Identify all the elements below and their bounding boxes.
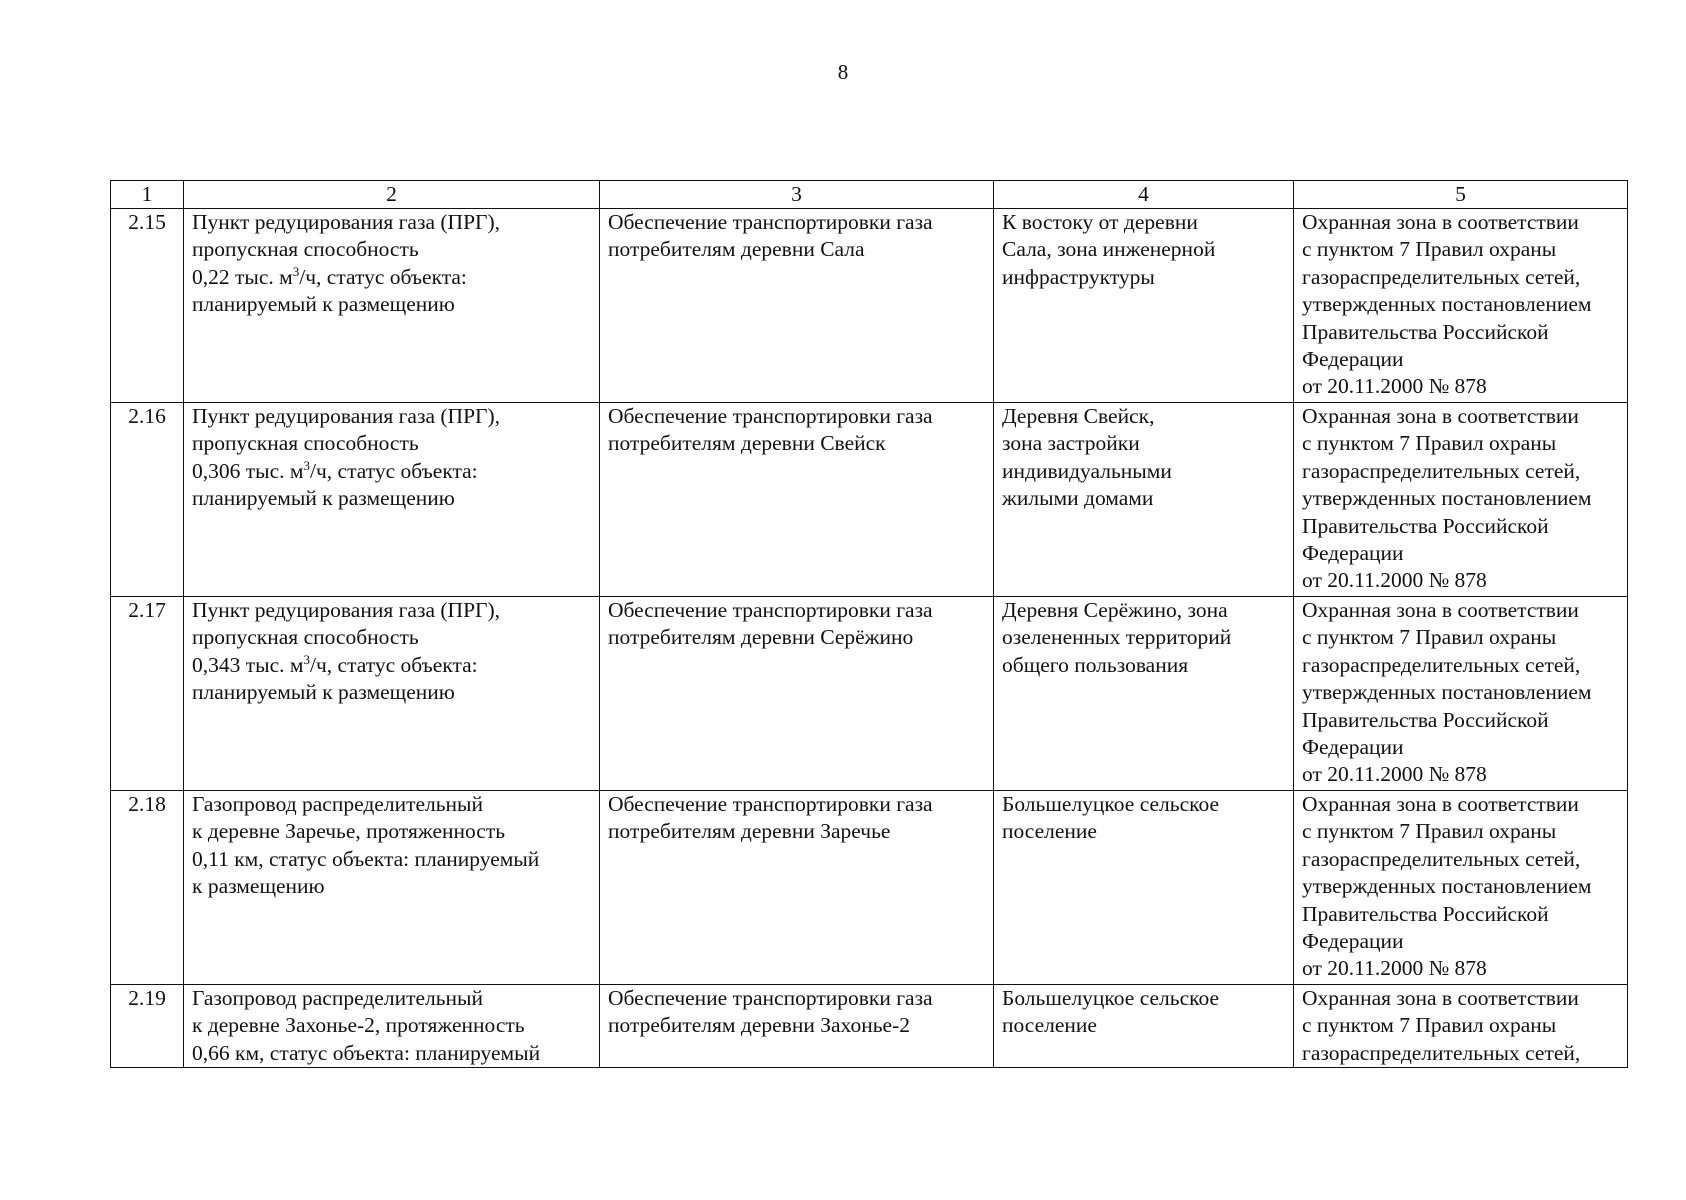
text-line: зона застройки (1002, 431, 1140, 456)
purpose-cell (600, 403, 994, 597)
text-line: жилыми домами (1002, 486, 1154, 511)
location-cell (994, 403, 1294, 597)
text-line: Обеспечение транспортировки газа (608, 404, 933, 428)
text-fragment: 0,306 тыс. м (192, 458, 304, 483)
text-line: потребителям деревни Серёжино (608, 625, 914, 650)
text-line: Федерации (1302, 347, 1404, 372)
row-number: 2.18 (111, 791, 184, 985)
zones-table (110, 180, 1628, 1068)
text-line: утвержденных постановлением (1302, 292, 1592, 317)
zone-cell (1294, 597, 1628, 791)
text-line: Охранная зона в соответствии (1302, 792, 1579, 816)
text-fragment: 0,343 тыс. м (192, 652, 304, 677)
text-line: Деревня Свейск, (1002, 404, 1155, 428)
text-line: газораспределительных сетей, (1302, 1040, 1581, 1065)
text-line: К востоку от деревни (1002, 210, 1198, 234)
text-line: пропускная способность (192, 625, 419, 650)
location-cell (994, 597, 1294, 791)
text-line: утвержденных постановлением (1302, 874, 1592, 899)
text-line: поселение (1002, 1013, 1097, 1038)
object-description-cell (184, 597, 600, 791)
text-line: от 20.11.2000 № 878 (1302, 374, 1487, 399)
text-line: Газопровод распределительный (192, 986, 484, 1010)
text-line: газораспределительных сетей, (1302, 264, 1581, 289)
table-row (111, 597, 1628, 791)
location-cell (994, 791, 1294, 985)
object-description-cell (184, 791, 600, 985)
text-line: Федерации (1302, 541, 1404, 566)
text-line: с пунктом 7 Правил охраны (1302, 431, 1557, 456)
text-line: с пунктом 7 Правил охраны (1302, 625, 1557, 650)
text-line: Охранная зона в соответствии (1302, 404, 1579, 428)
location-cell (994, 985, 1294, 1068)
text-line: Обеспечение транспортировки газа (608, 598, 933, 622)
text-line: планируемый к размещению (192, 486, 455, 511)
text-line: потребителям деревни Заречье (608, 819, 891, 844)
text-line: Правительства Российской (1302, 707, 1549, 732)
text-line: от 20.11.2000 № 878 (1302, 956, 1487, 981)
text-line: к деревне Захонье-2, протяженность (192, 1013, 525, 1038)
row-number: 2.19 (111, 985, 184, 1068)
text-line: Охранная зона в соответствии (1302, 986, 1579, 1010)
row-number: 2.15 (111, 209, 184, 403)
text-line: Правительства Российской (1302, 513, 1549, 538)
text-fragment: /ч, статус объекта: (310, 458, 478, 483)
text-line: 0,11 км, статус объекта: планируемый (192, 846, 540, 871)
text-line: Пункт редуцирования газа (ПРГ), (192, 210, 500, 234)
row-number: 2.16 (111, 403, 184, 597)
text-line: Пункт редуцирования газа (ПРГ), (192, 404, 500, 428)
table-header-row (111, 181, 1628, 209)
object-description-cell (184, 403, 600, 597)
text-line: к деревне Заречье, протяженность (192, 819, 506, 844)
text-line: газораспределительных сетей, (1302, 846, 1581, 871)
column-header-4: 4 (994, 181, 1294, 209)
row-number: 2.17 (111, 597, 184, 791)
page-number: 8 (837, 60, 849, 84)
text-line: потребителям деревни Свейск (608, 431, 886, 456)
text-line: Федерации (1302, 929, 1404, 954)
text-line: с пунктом 7 Правил охраны (1302, 819, 1557, 844)
table-row (111, 985, 1628, 1068)
table-row (111, 791, 1628, 985)
column-header-1: 1 (111, 181, 184, 209)
text-line (192, 652, 591, 679)
text-line: Обеспечение транспортировки газа (608, 792, 933, 816)
text-line: Сала, зона инженерной (1002, 237, 1216, 262)
text-line: озелененных территорий (1002, 625, 1232, 650)
text-line: Деревня Серёжино, зона (1002, 598, 1228, 622)
text-line: Правительства Российской (1302, 901, 1549, 926)
text-line: Федерации (1302, 735, 1404, 760)
object-description-cell (184, 209, 600, 403)
text-line: утвержденных постановлением (1302, 486, 1592, 511)
text-fragment: 0,22 тыс. м (192, 264, 293, 289)
text-line: Охранная зона в соответствии (1302, 210, 1579, 234)
zone-cell (1294, 985, 1628, 1068)
text-line: с пунктом 7 Правил охраны (1302, 1013, 1557, 1038)
text-line: к размещению (192, 874, 325, 899)
text-line: пропускная способность (192, 431, 419, 456)
text-line: с пунктом 7 Правил охраны (1302, 237, 1557, 262)
text-fragment: /ч, статус объекта: (299, 264, 467, 289)
zone-cell (1294, 791, 1628, 985)
zone-cell (1294, 403, 1628, 597)
text-line: Охранная зона в соответствии (1302, 598, 1579, 622)
text-line (192, 264, 591, 291)
object-description-cell (184, 985, 600, 1068)
superscript: 3 (292, 263, 300, 279)
text-line: газораспределительных сетей, (1302, 652, 1581, 677)
text-line: газораспределительных сетей, (1302, 458, 1581, 483)
purpose-cell (600, 597, 994, 791)
text-line: Обеспечение транспортировки газа (608, 210, 933, 234)
text-line (192, 458, 591, 485)
table-row (111, 209, 1628, 403)
column-header-2: 2 (184, 181, 600, 209)
text-line: Большелуцкое сельское (1002, 986, 1220, 1010)
text-line: утвержденных постановлением (1302, 680, 1592, 705)
purpose-cell (600, 985, 994, 1068)
text-line: пропускная способность (192, 237, 419, 262)
column-header-3: 3 (600, 181, 994, 209)
text-fragment: /ч, статус объекта: (310, 652, 478, 677)
text-line: планируемый к размещению (192, 680, 455, 705)
text-line: Газопровод распределительный (192, 792, 484, 816)
text-line: инфраструктуры (1002, 264, 1155, 289)
superscript: 3 (303, 651, 310, 667)
text-line: от 20.11.2000 № 878 (1302, 762, 1487, 787)
text-line: Обеспечение транспортировки газа (608, 986, 933, 1010)
text-line: Правительства Российской (1302, 319, 1549, 344)
text-line: индивидуальными (1002, 458, 1172, 483)
text-line: потребителям деревни Захонье-2 (608, 1013, 910, 1038)
location-cell (994, 209, 1294, 403)
superscript: 3 (303, 457, 310, 473)
text-line: от 20.11.2000 № 878 (1302, 568, 1487, 593)
text-line: планируемый к размещению (192, 292, 455, 317)
zone-cell (1294, 209, 1628, 403)
table-row (111, 403, 1628, 597)
purpose-cell (600, 209, 994, 403)
text-line: Пункт редуцирования газа (ПРГ), (192, 598, 500, 622)
text-line: общего пользования (1002, 652, 1189, 677)
purpose-cell (600, 791, 994, 985)
text-line: поселение (1002, 819, 1097, 844)
text-line: потребителям деревни Сала (608, 237, 865, 262)
text-line: 0,66 км, статус объекта: планируемый (192, 1040, 541, 1065)
column-header-5: 5 (1294, 181, 1628, 209)
text-line: Большелуцкое сельское (1002, 792, 1220, 816)
